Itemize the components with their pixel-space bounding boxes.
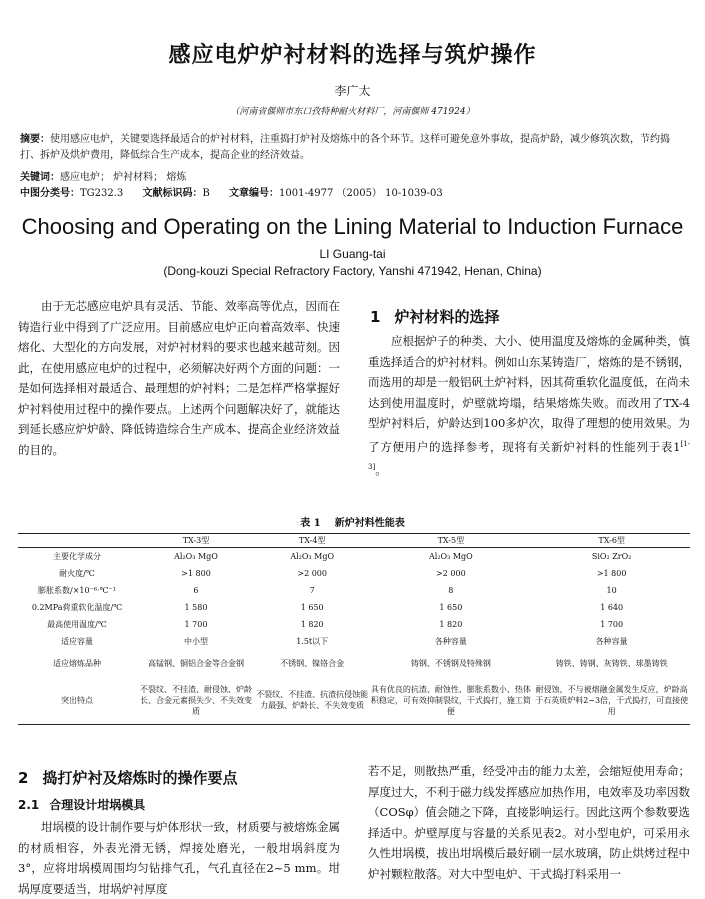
subsection-2-1-number: 2.1 (18, 798, 40, 812)
paper-title: 感应电炉炉衬材料的选择与筑炉操作 (168, 43, 537, 68)
table-cell: >1 800 (596, 569, 627, 578)
english-affiliation: (Dong-kouzi Special Refractory Factory, Yanshi 471942, Henan, China) (163, 264, 542, 278)
table-cell: 膨胀系数/×10⁻⁶·℃⁻¹ (38, 586, 116, 595)
classification-meta (20, 184, 459, 199)
table-cell: 高锰钢、铜铝合金等合金钢 (147, 658, 244, 668)
citation-ref: [1-3] (368, 439, 690, 471)
table-caption-text: 新炉衬料性能表 (334, 518, 405, 529)
section-1-text: 应根据炉子的种类、大小、使用温度及熔炼的金属种类，慎重选择适合的炉衬材料。例如山东某铸造厂，熔炼的是不锈钢，而选用的却是一般铝矾土炉衬料，因其荷重软化温度低，在尚未达到使用温度时，炉壁就垮塌，结果熔炼失败。而改用了TX-4型炉衬料后，炉龄达到100多炉次，取得了理想的使用效果。为了方便用户的选择参考，现将有关新炉衬料的性能列于表1 (368, 334, 690, 454)
abstract-label: 摘要： (20, 134, 50, 145)
properties-table (18, 533, 690, 725)
table-cell: >2 000 (297, 569, 327, 578)
table-row (18, 676, 690, 725)
table-cell: 1 700 (600, 620, 624, 629)
table-number: 表 1 (300, 518, 321, 529)
table-row (18, 599, 690, 616)
table-cell: Al₂O₃ MgO (174, 552, 218, 561)
table-cell: 1 650 (300, 603, 324, 612)
right-column-continuation: 若不足，则散热严重，经受冲击的能力太差，会缩短使用寿命；厚度过大，不利于磁力线发挥感应加热作用，电效率及功率因数（COSφ）值会随之下降，直接影响运行。因此这两个参数要选择适中。炉壁厚度与容量的关系见表2。对小型电炉，可采用永久性坩埚模，拔出坩埚模后最好刷一层水玻璃，防止烘烤过程中炉衬颗粒散落。对大中型电炉、干式捣打料采用一 (368, 764, 690, 881)
keywords-text: 感应电炉； 炉衬材料； 熔炼 (60, 172, 187, 183)
table-cell: 1 820 (300, 620, 324, 629)
doc-code-label: 文献标识码： (142, 188, 203, 199)
table-cell: 适应容量 (61, 637, 93, 646)
table-cell: 不裂纹、不挂渣、抗渣抗侵蚀能力最强、炉龄长、不失效变质 (256, 676, 368, 725)
affiliation: （河南省偃师市东口孜特种耐火材料厂，河南偃师 471924） (230, 107, 475, 117)
table-cell: 1 820 (439, 620, 463, 629)
table-cell: Al₂O₃ MgO (428, 552, 473, 561)
table-cell: SiO₂ ZrO₂ (591, 552, 632, 561)
english-title: Choosing and Operating on the Lining Material to Induction Furnace (21, 214, 684, 239)
table-row (18, 582, 690, 599)
abstract-text: 使用感应电炉，关键要选择最适合的炉衬材料，注重捣打炉衬及熔炼中的各个环节。这样可避免意外事故，提高炉龄，减少修筑次数，节约捣打、拆炉及烘炉费用，降低综合生产成本，提高企业的经济效益。 (20, 134, 670, 161)
table-cell: 不裂纹、不挂渣、耐侵蚀、炉龄长、合金元素损失少、不失效变质 (136, 676, 256, 725)
table-cell: 中小型 (183, 637, 208, 646)
table-cell: 突出特点 (18, 676, 136, 725)
table-cell: 1 650 (439, 603, 463, 612)
table-row (18, 548, 690, 566)
section-1-end: 。 (375, 462, 387, 477)
table-cell: 1 700 (184, 620, 208, 629)
table-cell: 最高使用温度/℃ (47, 620, 107, 629)
english-author: LI Guang-tai (319, 247, 386, 261)
section-1-number: 1 (370, 308, 381, 326)
table-cell: 1 640 (600, 603, 624, 612)
table-cell: 各种容量 (434, 637, 467, 646)
table-header-row (18, 534, 690, 548)
table-cell: 6 (193, 586, 199, 595)
table-cell: 耐火度/℃ (59, 569, 95, 578)
table-row (18, 633, 690, 650)
table-cell: 主要化学成分 (53, 552, 101, 561)
article-number-label: 文章编号： (229, 188, 280, 199)
clc-label: 中图分类号： (20, 188, 80, 199)
table-cell: 7 (309, 586, 315, 595)
table-cell: 不锈钢、镍铬合金 (280, 658, 345, 668)
table-cell: 1 580 (184, 603, 208, 612)
author: 李广太 (334, 84, 371, 98)
table-cell: 铸铁、铸钢、灰铸铁、球墨铸铁 (555, 658, 668, 668)
table-cell: 耐侵蚀，不与被熔融金属发生反应，炉龄高于石英质炉料2~3倍，干式捣打，可直接使用 (533, 676, 690, 725)
table-header-cell: TX-3型 (136, 534, 256, 548)
section-2-title: 捣打炉衬及熔炼时的操作要点 (42, 769, 238, 787)
table-header-cell: TX-6型 (533, 534, 690, 548)
table-row (18, 616, 690, 633)
subsection-2-1-heading (18, 796, 145, 813)
subsection-2-1-paragraph: 坩埚模的设计制作要与炉体形状一致，材质要与被熔炼金属的材质相容，外表光滑无锈，焊接处磨光，一般坩埚斜度为3°，应将坩埚模周围均匀钻排气孔，气孔直径在2~5 mm。坩埚厚度要适当，坩埚炉衬厚度 (18, 820, 340, 896)
table-cell: >1 800 (181, 569, 211, 578)
table-header-cell: TX-4型 (256, 534, 368, 548)
table-header-cell (18, 534, 136, 548)
table-row (18, 650, 690, 676)
table-cell: 10 (606, 586, 617, 595)
table-cell: 适应熔炼品种 (53, 658, 101, 668)
abstract (20, 132, 685, 164)
section-1-heading (370, 306, 499, 327)
keywords-label: 关键词： (20, 172, 60, 183)
table-cell: Al₂O₃ MgO (290, 552, 335, 561)
table-header-cell: TX-5型 (368, 534, 533, 548)
subsection-2-1-title: 合理设计坩埚模具 (49, 798, 146, 812)
table-row (18, 565, 690, 582)
section-2-number: 2 (18, 769, 29, 787)
clc-value: TG232.3 (80, 188, 124, 199)
table-cell: 具有优良的抗渣、耐蚀性、膨胀系数小、热体积稳定，可有效抑制裂纹，干式捣打，施工简便 (368, 676, 533, 725)
section-1-title: 炉衬材料的选择 (394, 308, 500, 326)
doc-code-value: B (202, 188, 210, 199)
keywords (20, 168, 186, 183)
table-cell: 1.5t以下 (296, 637, 329, 646)
table-cell: 0.2MPa荷重软化温度/℃ (31, 603, 123, 612)
table-cell: 铸钢、不锈钢及特殊钢 (410, 658, 491, 668)
section-2-heading (18, 767, 237, 788)
section-1-paragraph (368, 331, 690, 480)
table-cell: 各种容量 (595, 637, 628, 646)
article-number-value: 1001-4977 （2005） 10-1039-03 (279, 188, 443, 199)
intro-paragraph: 由于无芯感应电炉具有灵活、节能、效率高等优点，因而在铸造行业中得到了广泛应用。目前感应电炉正向着高效率、快速熔化、大型化的方向发展，对炉衬材料的要求也越来越苛刻。因此，在使用感应电炉的过程中，必须解决好两个方面的问题：一是如何选择相对最适合、最理想的炉衬料；二是怎样严格掌握好炉衬料使用过程中的操作要点。上述两个问题解决好了，就能达到延长感应炉炉龄、降低铸造综合生产成本、提高企业经济效益的目的。 (18, 299, 340, 457)
table-caption (0, 514, 705, 529)
table-cell: 8 (448, 586, 454, 595)
table-cell: >2 000 (436, 569, 466, 578)
